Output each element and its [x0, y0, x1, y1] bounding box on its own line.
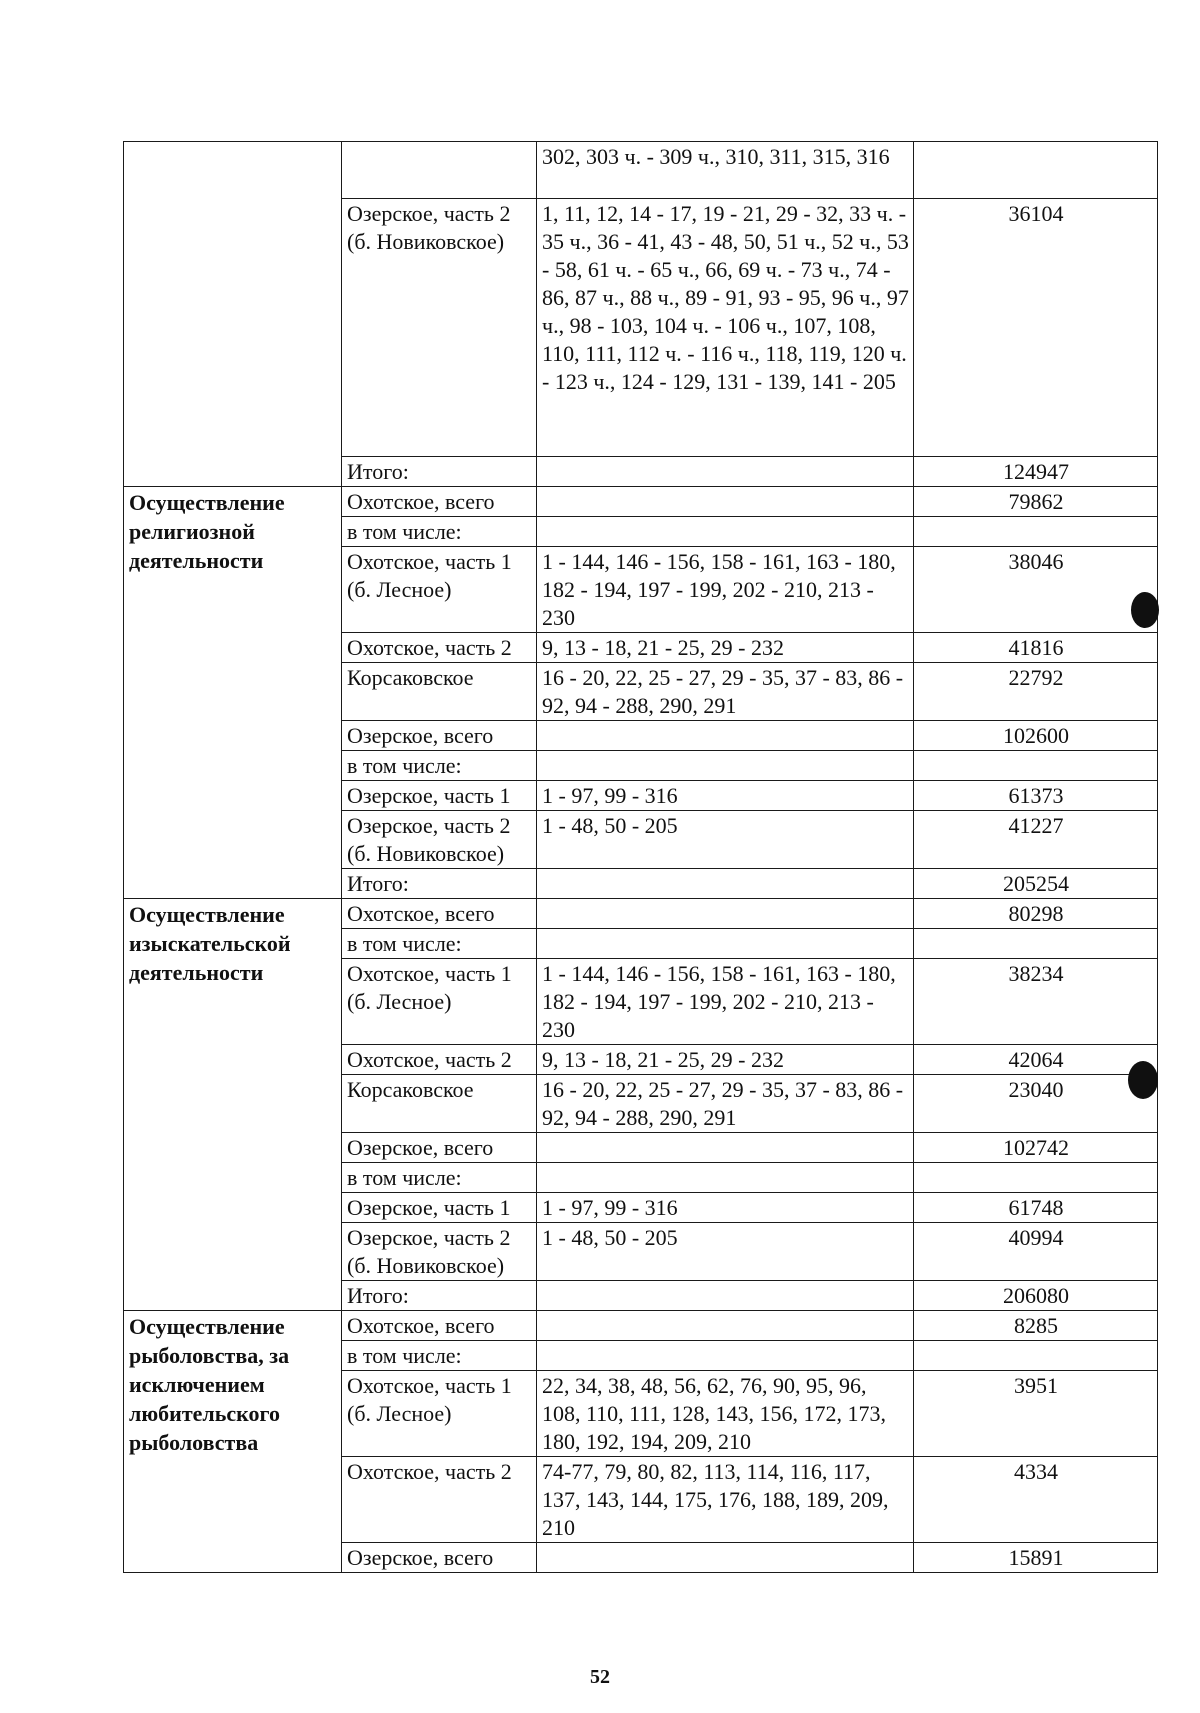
- table-row: [124, 1311, 1158, 1341]
- area-cell: [914, 751, 1158, 781]
- quarters-cell: 1 - 144, 146 - 156, 158 - 161, 163 - 180, 182 - 194, 197 - 199, 202 - 210, 213 - 230: [537, 959, 914, 1045]
- forestry-zone-cell: Итого:: [342, 869, 537, 899]
- area-cell: 22792: [914, 663, 1158, 721]
- table-row: [124, 487, 1158, 517]
- forestry-zone-cell: Озерское, часть 2 (б. Новиковское): [342, 199, 537, 457]
- forestry-zone-cell: Охотское, всего: [342, 1311, 537, 1341]
- quarters-cell: [537, 1311, 914, 1341]
- forestry-zone-cell: Охотское, всего: [342, 487, 537, 517]
- area-cell: 205254: [914, 869, 1158, 899]
- area-cell: 102600: [914, 721, 1158, 751]
- forestry-zone-cell: в том числе:: [342, 929, 537, 959]
- quarters-cell: [537, 457, 914, 487]
- forestry-zone-cell: Озерское, часть 1: [342, 1193, 537, 1223]
- activity-type-cell: Осуществление изыскательской деятельности: [124, 899, 342, 1311]
- quarters-cell: [537, 1133, 914, 1163]
- quarters-cell: 74-77, 79, 80, 82, 113, 114, 116, 117, 137, 143, 144, 175, 176, 188, 189, 209, 210: [537, 1457, 914, 1543]
- forestry-zone-cell: Озерское, всего: [342, 1543, 537, 1573]
- table-row: [124, 142, 1158, 199]
- forestry-zone-cell: Озерское, всего: [342, 1133, 537, 1163]
- quarters-cell: [537, 721, 914, 751]
- quarters-cell: [537, 1163, 914, 1193]
- area-cell: 3951: [914, 1371, 1158, 1457]
- forestry-zone-cell: Озерское, часть 2 (б. Новиковское): [342, 1223, 537, 1281]
- quarters-cell: [537, 1543, 914, 1573]
- forestry-zone-cell: Охотское, часть 2: [342, 1045, 537, 1075]
- activity-type-cell: Осуществление религиозной деятельности: [124, 487, 342, 899]
- forestry-zone-cell: в том числе:: [342, 1163, 537, 1193]
- area-cell: 41227: [914, 811, 1158, 869]
- page-number: 52: [590, 1666, 610, 1688]
- forestry-zone-cell: Озерское, часть 2 (б. Новиковское): [342, 811, 537, 869]
- quarters-cell: [537, 751, 914, 781]
- quarters-cell: [537, 517, 914, 547]
- area-cell: 206080: [914, 1281, 1158, 1311]
- activity-type-cell: Осуществление рыболовства, за исключением любительского рыболовства: [124, 1311, 342, 1573]
- quarters-cell: [537, 1341, 914, 1371]
- quarters-cell: 22, 34, 38, 48, 56, 62, 76, 90, 95, 96, 108, 110, 111, 128, 143, 156, 172, 173, 180, 192, 194, 209, 210: [537, 1371, 914, 1457]
- forestry-zone-cell: Корсаковское: [342, 1075, 537, 1133]
- forestry-zone-cell: Охотское, часть 1 (б. Лесное): [342, 1371, 537, 1457]
- quarters-cell: [537, 869, 914, 899]
- area-cell: 80298: [914, 899, 1158, 929]
- forestry-zone-cell: в том числе:: [342, 1341, 537, 1371]
- area-cell: 124947: [914, 457, 1158, 487]
- forestry-zone-cell: Охотское, часть 2: [342, 1457, 537, 1543]
- area-cell: 79862: [914, 487, 1158, 517]
- area-cell: 38234: [914, 959, 1158, 1045]
- quarters-cell: [537, 487, 914, 517]
- forestry-zone-cell: Корсаковское: [342, 663, 537, 721]
- quarters-cell: 1 - 97, 99 - 316: [537, 1193, 914, 1223]
- area-cell: 61748: [914, 1193, 1158, 1223]
- ink-blot: [1128, 1061, 1158, 1099]
- quarters-cell: 16 - 20, 22, 25 - 27, 29 - 35, 37 - 83, 86 - 92, 94 - 288, 290, 291: [537, 1075, 914, 1133]
- area-cell: 8285: [914, 1311, 1158, 1341]
- quarters-cell: [537, 929, 914, 959]
- forestry-zone-cell: в том числе:: [342, 751, 537, 781]
- forestry-zone-cell: Озерское, часть 1: [342, 781, 537, 811]
- area-cell: 23040: [914, 1075, 1158, 1133]
- forestry-zone-cell: [342, 142, 537, 199]
- activity-type-cell: [124, 142, 342, 487]
- forestry-zone-cell: Охотское, всего: [342, 899, 537, 929]
- area-cell: 38046: [914, 547, 1158, 633]
- area-cell: 61373: [914, 781, 1158, 811]
- forestry-zone-cell: Охотское, часть 1 (б. Лесное): [342, 959, 537, 1045]
- forestry-zone-cell: Охотское, часть 1 (б. Лесное): [342, 547, 537, 633]
- area-cell: [914, 1341, 1158, 1371]
- quarters-cell: 1 - 144, 146 - 156, 158 - 161, 163 - 180, 182 - 194, 197 - 199, 202 - 210, 213 - 230: [537, 547, 914, 633]
- quarters-cell: 16 - 20, 22, 25 - 27, 29 - 35, 37 - 83, 86 - 92, 94 - 288, 290, 291: [537, 663, 914, 721]
- quarters-cell: [537, 899, 914, 929]
- area-cell: 42064: [914, 1045, 1158, 1075]
- area-cell: 41816: [914, 633, 1158, 663]
- quarters-cell: 1 - 48, 50 - 205: [537, 811, 914, 869]
- table-row: [124, 899, 1158, 929]
- quarters-cell: 9, 13 - 18, 21 - 25, 29 - 232: [537, 1045, 914, 1075]
- forestry-zone-cell: Итого:: [342, 1281, 537, 1311]
- quarters-cell: 1, 11, 12, 14 - 17, 19 - 21, 29 - 32, 33 ч. - 35 ч., 36 - 41, 43 - 48, 50, 51 ч., 52 ч., 53 - 58, 61 ч. - 65 ч., 66, 69 ч. - 73 ч., 74 - 86, 87 ч., 88 ч., 89 - 91, 93 - 95, 96 ч., 97 ч., 98 - 103, 104 ч. - 106 ч., 107, 108, 110, 111, 112 ч. - 116 ч., 118, 119, 120 ч. - 123 ч., 124 - 129, 131 - 139, 141 - 205: [537, 199, 914, 457]
- land-use-table: [123, 141, 1158, 1573]
- area-cell: 102742: [914, 1133, 1158, 1163]
- area-cell: [914, 517, 1158, 547]
- forestry-zone-cell: Охотское, часть 2: [342, 633, 537, 663]
- area-cell: [914, 142, 1158, 199]
- quarters-cell: 1 - 48, 50 - 205: [537, 1223, 914, 1281]
- quarters-cell: 302, 303 ч. - 309 ч., 310, 311, 315, 316: [537, 142, 914, 199]
- area-cell: 15891: [914, 1543, 1158, 1573]
- forestry-zone-cell: Итого:: [342, 457, 537, 487]
- forestry-zone-cell: Озерское, всего: [342, 721, 537, 751]
- area-cell: [914, 929, 1158, 959]
- area-cell: 36104: [914, 199, 1158, 457]
- forestry-zone-cell: в том числе:: [342, 517, 537, 547]
- quarters-cell: [537, 1281, 914, 1311]
- area-cell: 4334: [914, 1457, 1158, 1543]
- area-cell: 40994: [914, 1223, 1158, 1281]
- ink-blot: [1131, 592, 1159, 628]
- quarters-cell: 9, 13 - 18, 21 - 25, 29 - 232: [537, 633, 914, 663]
- quarters-cell: 1 - 97, 99 - 316: [537, 781, 914, 811]
- area-cell: [914, 1163, 1158, 1193]
